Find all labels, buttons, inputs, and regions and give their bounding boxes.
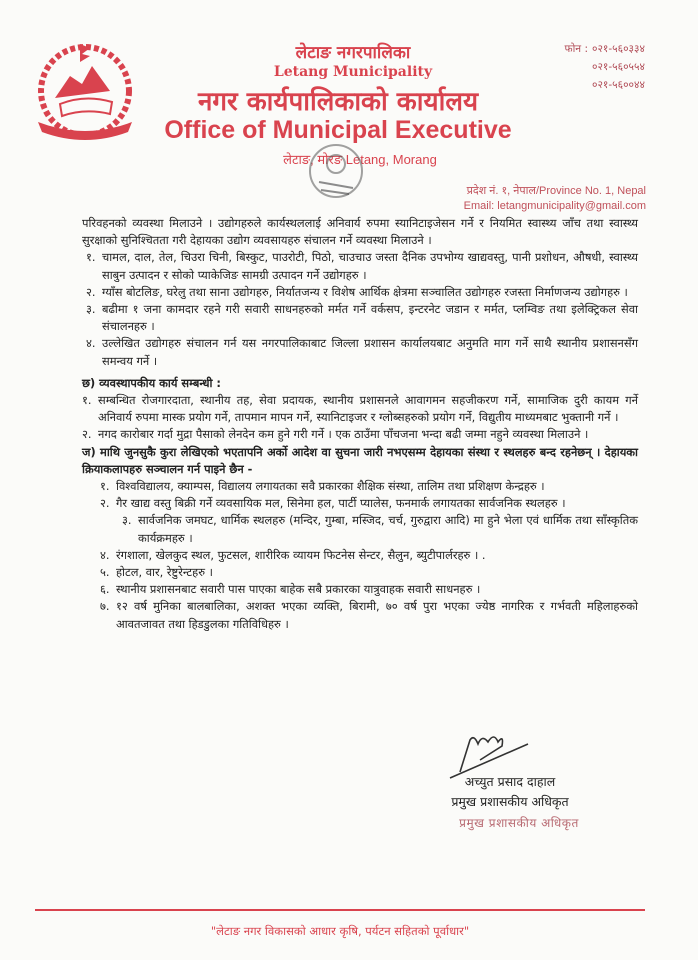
closure-item: [82, 547, 638, 564]
email-line: Email: letangmunicipality@gmail.com: [463, 200, 646, 212]
item-text: रंगशाला, खेलकुद स्थल, फुटसल, शारीरिक व्यायम फिटनेस सेन्टर, सैलुन, ब्युटीपार्लरहरु । .: [116, 547, 486, 562]
item-number: ३.: [86, 302, 96, 317]
item-number: २.: [100, 496, 110, 511]
closure-item: [82, 581, 638, 598]
item-number: ५.: [100, 565, 110, 580]
signature-block: [400, 772, 620, 812]
item-number: ३.: [122, 513, 132, 528]
item-text: १२ वर्ष मुनिका बालबालिका, अशक्त भएका व्यक्ति, बिरामी, ७० वर्ष पुरा भएका ज्येष्ठ नागरिक र गर्भवती महिलाहरुको आवतजावत तथा हिडडुलका गतिविधिहरु ।: [116, 599, 638, 631]
management-item: [82, 392, 638, 426]
industry-item: [82, 335, 638, 369]
phone-numbers: [536, 40, 645, 94]
municipality-name-nepali: लेटाङ नगरपालिका: [295, 43, 411, 63]
item-number: ७.: [100, 599, 110, 614]
industry-item: [82, 284, 638, 301]
phone-number: ०२१-५६००४४: [592, 79, 645, 91]
closure-item: [82, 564, 638, 581]
office-name-english: Office of Municipal Executive: [164, 116, 512, 144]
item-number: २.: [82, 427, 92, 442]
industry-item: [82, 249, 638, 283]
item-number: ६.: [100, 582, 110, 597]
item-text: सार्वजनिक जमघट, धार्मिक स्थलहरु (मन्दिर, गुम्बा, मस्जिद, चर्च, गुरुद्वारा आदि) मा हुने भेला एवं धार्मिक तथा साँस्कृतिक कार्यक्रमहरु ।: [138, 513, 638, 545]
footer-divider: [35, 909, 645, 911]
item-number: १.: [86, 250, 96, 265]
item-text: उल्लेखित उद्योगहरु संचालन गर्न यस नगरपालिकाबाट जिल्ला प्रशासन कार्यालयबाट अनुमति माग गर्ने साथै स्थानीय प्रशासनसँग समन्वय गर्ने ।: [102, 336, 638, 368]
section-heading-chha: छ) व्यवस्थापकीय कार्य सम्बन्धी :: [82, 375, 221, 390]
item-number: १.: [82, 393, 92, 408]
item-number: ४.: [86, 336, 96, 351]
item-text: ग्याँस बोटलिङ, घरेलु तथा साना उद्योगहरु, निर्यातजन्य र विशेष आर्थिक क्षेत्रमा सञ्चालित उद्योगहरु रजस्ता निर्माणजन्य उद्योगहरु ।: [102, 284, 628, 299]
item-text: नगद कारोबार गर्दा मुद्रा पैसाको लेनदेन कम हुने गरी गर्ने । एक ठाउँमा पाँचजना भन्दा बढी जम्मा नहुने व्यवस्था मिलाउने ।: [98, 427, 589, 442]
office-name-nepali: नगर कार्यपालिकाको कार्यालय: [197, 87, 479, 117]
item-text: होटल, वार, रेष्टुरेन्टहरु ।: [116, 565, 213, 580]
signatory-name: अच्युत प्रसाद दाहाल: [464, 774, 556, 789]
province-line: प्रदेश नं. १, नेपाल/Province No. 1, Nepal: [466, 185, 646, 197]
closure-item: [82, 598, 638, 632]
closure-item: [82, 478, 638, 495]
item-number: १.: [100, 479, 110, 494]
phone-number: ०२१-५६०५५४: [592, 61, 645, 73]
management-item: [82, 426, 638, 443]
item-text: बढीमा १ जना कामदार रहने गरी सवारी साधनहरुको मर्मत गर्ने वर्कसप, इन्टरनेट जडान र मर्मत, प्लम्विङ तथा इलेक्ट्रिकल सेवा संचालनहरु ।: [102, 302, 638, 334]
closure-item: [82, 512, 638, 546]
closure-item: [82, 495, 638, 512]
footer-motto: "लेटाङ नगर विकासको आधार कृषि, पर्यटन सहितको पूर्वाधार": [210, 924, 470, 938]
letter-body: [82, 215, 638, 633]
office-address: लेटाङ, मोरङ Letang, Morang: [283, 152, 437, 167]
phone-number: ०२१-५६०३३४: [592, 43, 645, 55]
item-number: २.: [86, 284, 96, 299]
nepal-emblem-icon: [30, 36, 140, 146]
item-text: गैर खाद्य वस्तु बिक्री गर्ने व्यवसायिक मल, सिनेमा हल, पार्टी प्यालेस, फनमार्क लगायतका सार्वजनिक स्थलहरु ।: [116, 496, 566, 511]
item-text: चामल, दाल, तेल, चिउरा चिनी, बिस्कुट, पाउरोटी, पिठो, चाउचाउ जस्ता दैनिक उपभोग्य खाद्यवस्तु, पानी प्रशोधन, औषधी, स्वास्थ्य साबुन उत्पादन र सोको प्याकेजिङ सामग्री उत्पादन गर्ने उद्योगहरु ।: [102, 250, 638, 282]
signatory-title: प्रमुख प्रशासकीय अधिकृत: [451, 794, 569, 809]
industry-item: [82, 301, 638, 335]
phone-label: फोन :: [564, 43, 588, 55]
item-number: ४.: [100, 547, 110, 562]
item-text: सम्बन्धित रोजगारदाता, स्थानीय तह, सेवा प्रदायक, स्थानीय प्रशासनले आवागमन सहजीकरण गर्ने, सामाजिक दुरी कायम गर्ने अनिवार्य रुपमा मास्क प्रयोग गर्ने, तापमान मापन गर्ने, स्यानिटाइजर र ग्लोब्सहरुको प्रयोग गर्ने, विद्युतीय माध्यमबाट भुक्तानी गर्ने ।: [98, 393, 638, 425]
item-text: स्थानीय प्रशासनबाट सवारी पास पाएका बाहेक सबै प्रकारका यात्रुवाहक सवारी साधनहरु ।: [116, 582, 481, 597]
section-heading-ja: ज) माथि जुनसुकै कुरा लेखिएको भएतापनि अर्को आदेश वा सुचना जारी नभएसम्म देहायका संस्था र स्थलहरु बन्द रहनेछन् । देहायका क्रियाकलापहरु सञ्चालन गर्न पाइने छैन -: [82, 444, 638, 476]
item-text: विश्वविद्यालय, क्याम्पस, विद्यालय लगायतका सवै प्रकारका शैक्षिक संस्था, तालिम तथा प्रशिक्षण केन्द्रहरु ।: [116, 479, 545, 494]
designation-seal: प्रमुख प्रशासकीय अधिकृत: [459, 816, 579, 830]
office-stamp-icon: [305, 140, 367, 202]
intro-paragraph: परिवहनको व्यवस्था मिलाउने । उद्योगहरुले कार्यस्थललाई अनिवार्य रुपमा स्यानिटाइजेसन गर्ने र नियमित स्वास्थ्य जाँच तथा स्वास्थ्य सुरक्षाको सुनिश्चितता गरी देहायका उद्योग व्यवसायहरु संचालन गर्ने व्यवस्था मिलाउने ।: [82, 216, 638, 248]
municipality-name-english: Letang Municipality: [273, 64, 433, 80]
